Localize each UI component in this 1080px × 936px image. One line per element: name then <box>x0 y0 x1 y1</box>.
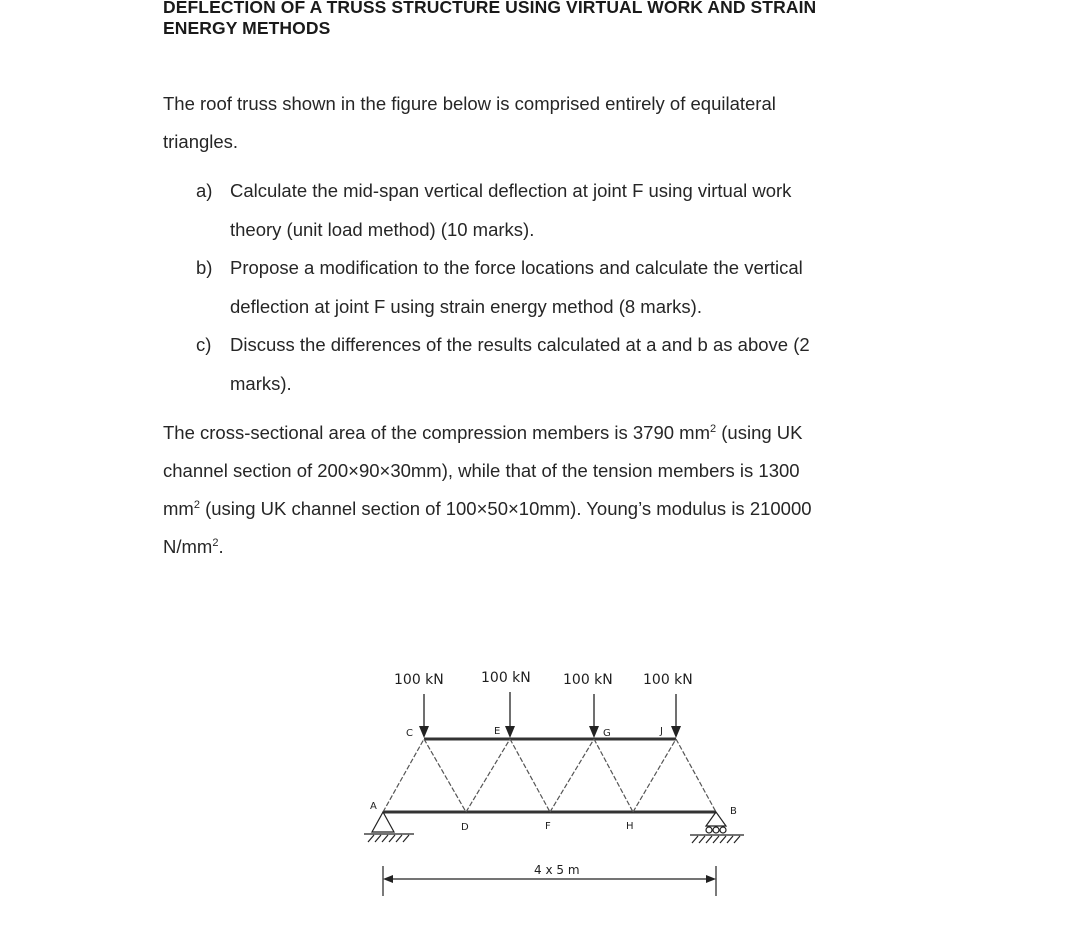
load-label-g: 100 kN <box>563 672 613 688</box>
node-label-j: J <box>660 726 663 737</box>
member-gh <box>594 739 633 812</box>
title-line-2: ENERGY METHODS <box>163 18 331 38</box>
member-ac <box>383 739 424 812</box>
member-de <box>466 739 510 812</box>
arrowhead-icon <box>671 726 681 738</box>
question-item-c <box>196 326 946 403</box>
material-line-4: $N/mm^2$. <box>163 536 224 557</box>
node-label-d: D <box>461 822 469 833</box>
arrow-right-icon <box>706 875 716 883</box>
arrowhead-icon <box>505 726 515 738</box>
node-label-f: F <box>545 821 551 832</box>
intro-line-2: triangles. <box>163 131 239 152</box>
arrow-left-icon <box>383 875 393 883</box>
node-label-g: G <box>603 728 611 739</box>
node-label-a: A <box>370 801 377 812</box>
item-label: c) <box>196 334 212 355</box>
item-text-line: deflection at joint F using strain energy method (8 marks). <box>230 295 702 317</box>
node-label-h: H <box>626 821 634 832</box>
node-label-c: C <box>406 728 413 739</box>
truss-figure <box>355 655 775 905</box>
span-label: 4 x 5 m <box>534 863 580 877</box>
item-text-line: Calculate the mid-span vertical deflection at joint F using virtual work <box>230 180 792 201</box>
load-label-c: 100 kN <box>394 672 444 688</box>
item-text-line: marks). <box>230 372 292 394</box>
member-jb <box>676 739 716 812</box>
node-label-b: B <box>730 806 737 817</box>
item-text-line: Propose a modification to the force locations and calculate the vertical <box>230 257 803 278</box>
question-item-b <box>196 249 946 326</box>
member-hj <box>633 739 676 812</box>
member-fg <box>550 739 594 812</box>
question-item-a <box>196 172 946 249</box>
member-ef <box>510 739 550 812</box>
intro-line-1: The roof truss shown in the figure below is comprised entirely of equilateral <box>163 93 776 114</box>
material-line-1: The cross-sectional area of the compression members is 3790 $mm^2$ (using UK <box>163 422 803 443</box>
document-title <box>163 0 963 39</box>
node-label-e: E <box>494 726 501 737</box>
arrowhead-icon <box>589 726 599 738</box>
load-label-e: 100 kN <box>481 670 531 686</box>
intro-paragraph <box>163 85 943 161</box>
item-text-line: theory (unit load method) (10 marks). <box>230 218 535 240</box>
material-line-3: $mm^2$ (using UK channel section of 100×50×10mm). Young’s modulus is 210000 <box>163 498 812 519</box>
question-list <box>196 172 946 403</box>
pin-support-icon <box>364 812 414 842</box>
material-line-2: channel section of 200×90×30mm), while that of the tension members is 1300 <box>163 460 800 481</box>
member-cd <box>424 739 466 812</box>
item-label: a) <box>196 180 213 201</box>
item-label: b) <box>196 257 213 278</box>
title-line-1: DEFLECTION OF A TRUSS STRUCTURE USING VIRTUAL WORK AND STRAIN <box>163 0 817 17</box>
material-paragraph <box>163 414 943 566</box>
arrowhead-icon <box>419 726 429 738</box>
item-text-line: Discuss the differences of the results calculated at a and b as above (2 <box>230 334 810 355</box>
truss-diagram <box>355 655 775 905</box>
load-label-j: 100 kN <box>643 672 693 688</box>
